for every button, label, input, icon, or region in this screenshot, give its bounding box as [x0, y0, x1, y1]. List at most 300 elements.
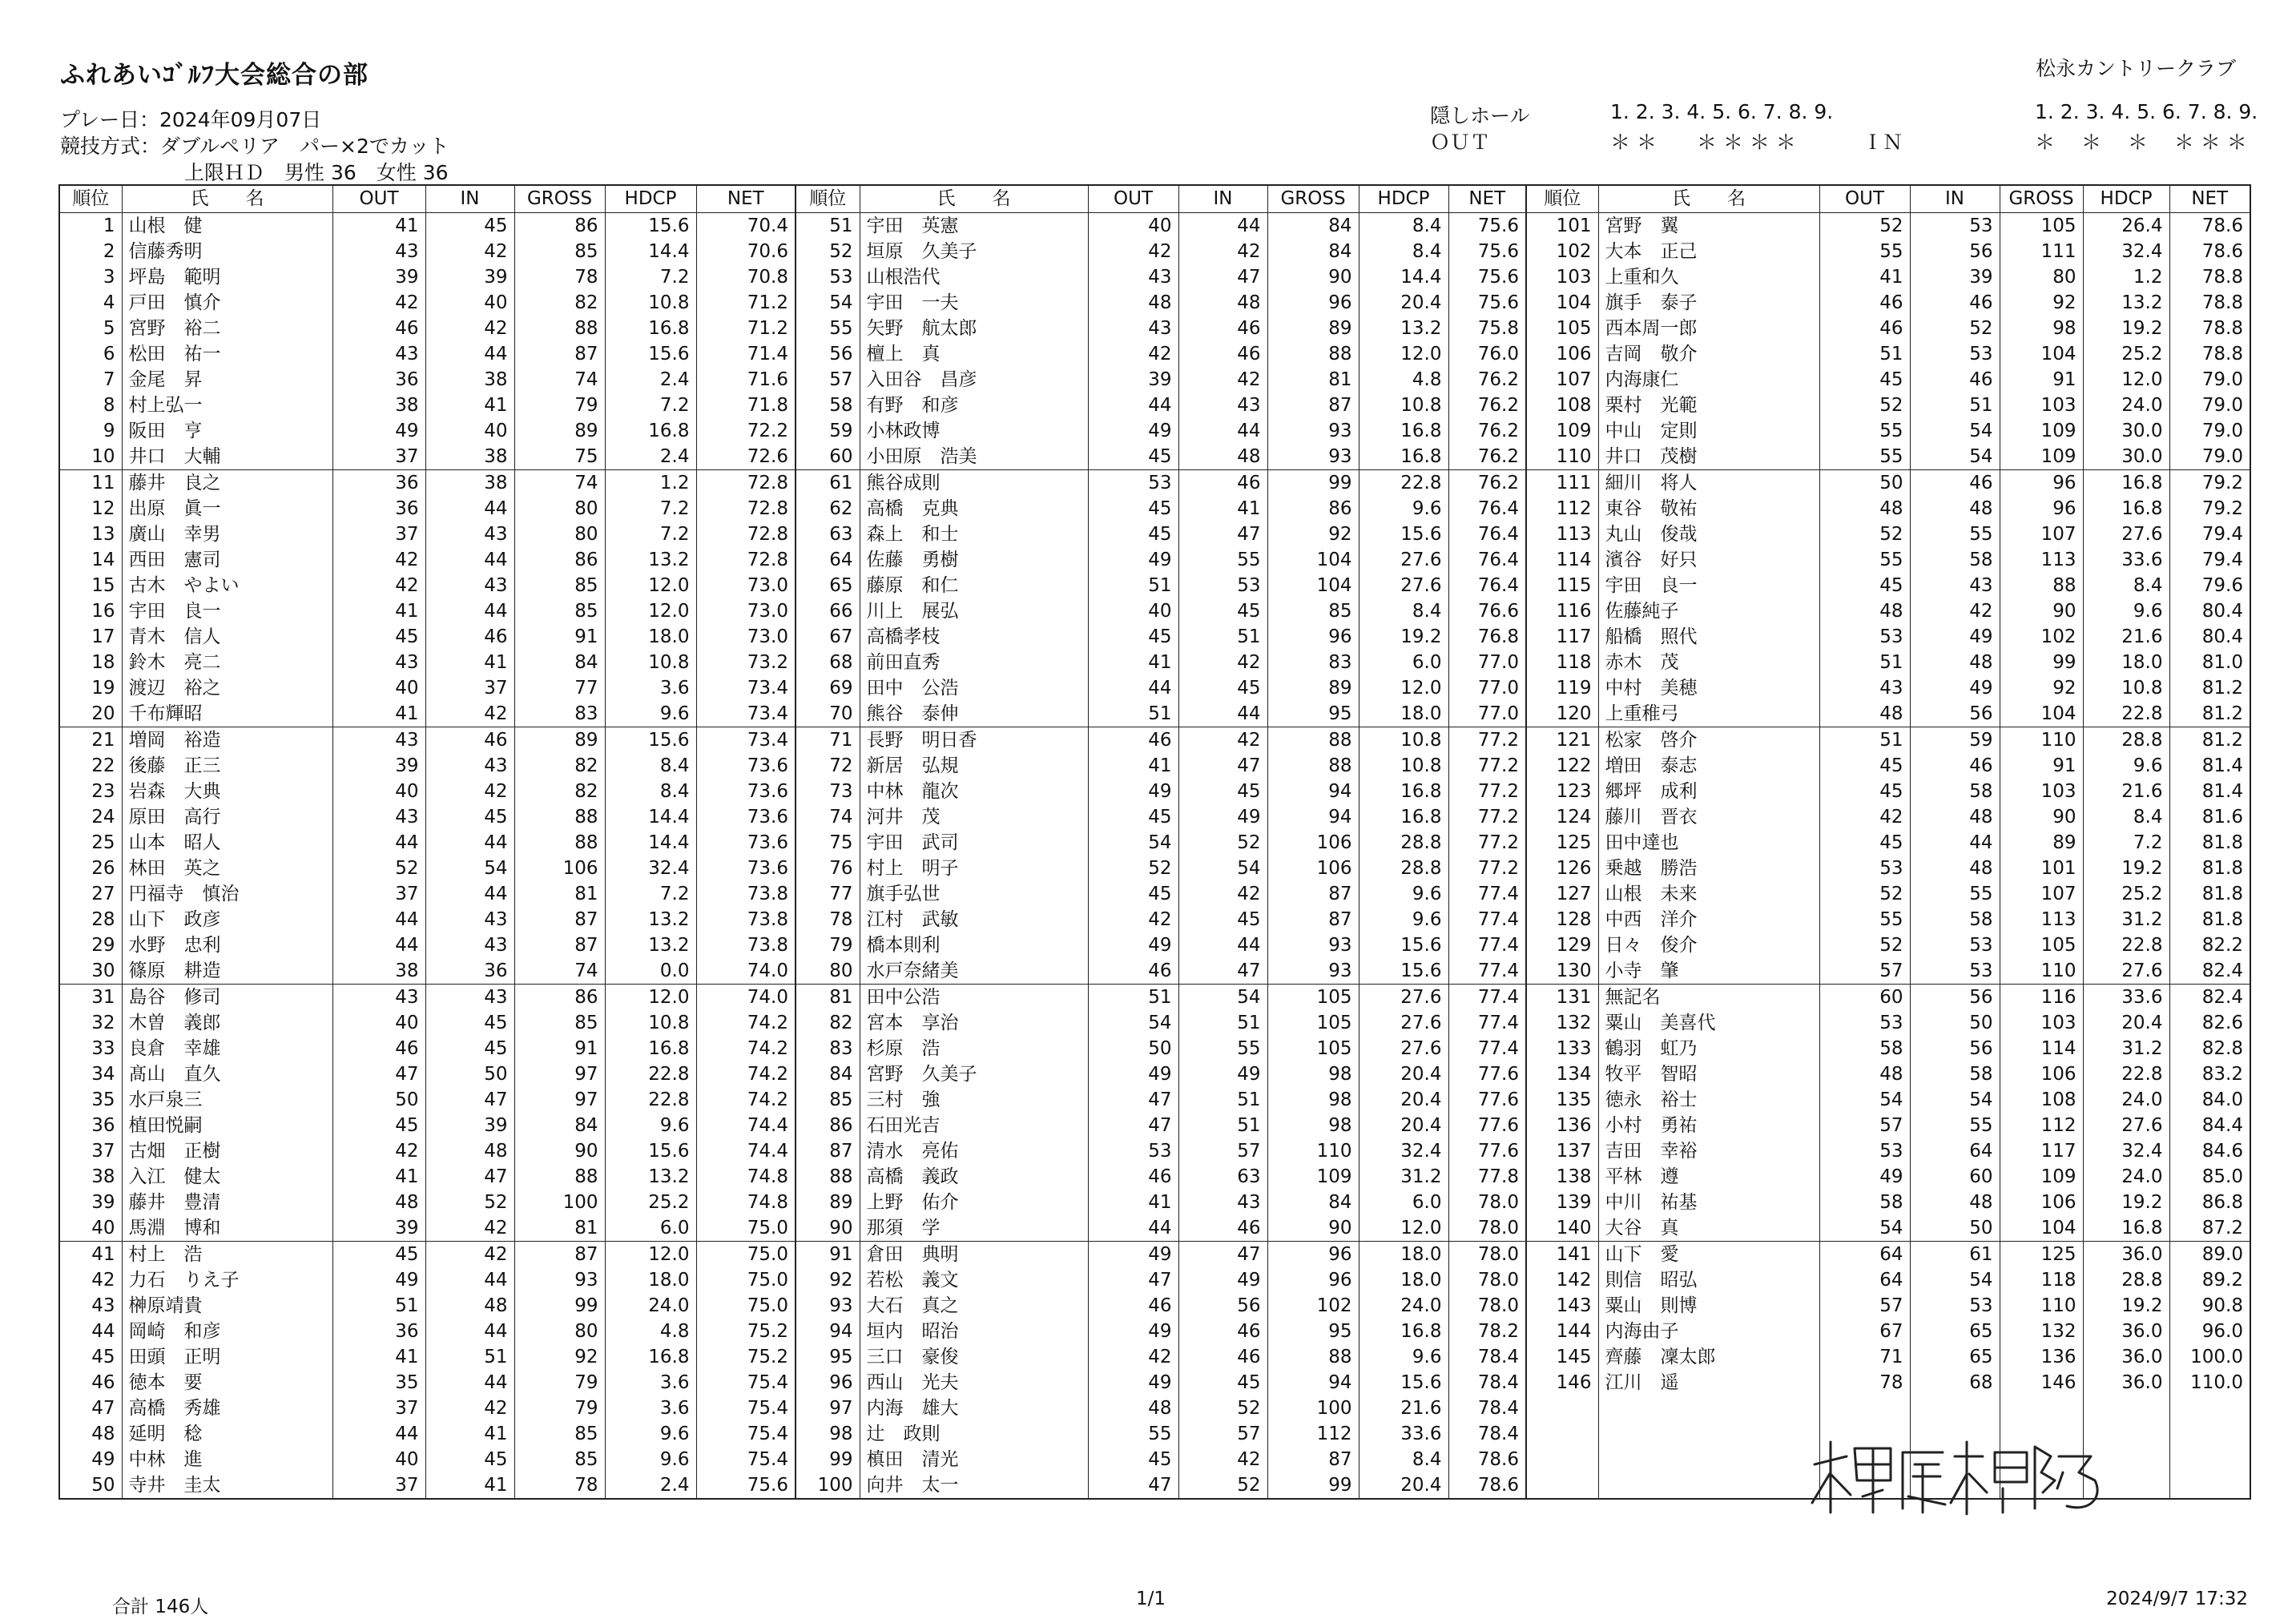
cell-gross: 106	[1267, 856, 1359, 881]
cell-rank: 137	[1526, 1138, 1598, 1164]
cell-net: 77.6	[1448, 1087, 1526, 1113]
cell-name: 円福寺 慎治	[122, 881, 332, 907]
cell-net: 77.2	[1448, 753, 1526, 779]
cell-net: 76.2	[1448, 418, 1526, 444]
cell-hdcp: 15.6	[1359, 1370, 1448, 1395]
cell-name: 村上 明子	[860, 856, 1088, 881]
cell-net: 71.2	[696, 290, 796, 316]
cell-net: 79.6	[2169, 573, 2250, 598]
handicap-limit: 上限ＨＤ 男性 36 女性 36	[184, 161, 449, 184]
cell-net: 77.6	[1448, 1113, 1526, 1138]
cell-name: 則信 昭弘	[1598, 1267, 1819, 1293]
cell-in: 43	[425, 932, 514, 958]
cell-net: 77.4	[1448, 958, 1526, 985]
cell-name: 延明 稔	[122, 1421, 332, 1447]
cell-net: 71.4	[696, 341, 796, 367]
cell-hdcp: 12.0	[605, 1242, 696, 1268]
table-row	[59, 701, 796, 727]
cell-out: 64	[1819, 1267, 1910, 1293]
cell-hdcp: 24.0	[605, 1293, 696, 1319]
cell-gross: 92	[1267, 522, 1359, 547]
cell-rank: 22	[59, 753, 122, 779]
cell-name: 宇田 一夫	[860, 290, 1088, 316]
cell-gross: 88	[2000, 573, 2083, 598]
cell-net: 84.6	[2169, 1138, 2250, 1164]
club-name: 松永カントリークラブ	[2035, 57, 2236, 80]
cell-rank: 69	[796, 675, 860, 701]
cell-net: 82.8	[2169, 1036, 2250, 1061]
cell-net: 71.6	[696, 367, 796, 393]
cell-in: 48	[425, 1138, 514, 1164]
cell-in: 48	[1178, 290, 1267, 316]
cell-gross: 116	[2000, 985, 2083, 1011]
cell-gross: 78	[514, 264, 605, 290]
cell-in: 65	[1910, 1319, 2000, 1344]
cell-hdcp: 12.0	[605, 985, 696, 1011]
cell-hdcp	[2083, 1395, 2169, 1421]
cell-out: 53	[1819, 624, 1910, 650]
cell-in: 44	[1178, 701, 1267, 727]
cell-hdcp: 20.4	[1359, 1472, 1448, 1499]
cell-net: 78.2	[1448, 1319, 1526, 1344]
cell-rank: 97	[796, 1395, 860, 1421]
cell-out: 43	[1088, 264, 1178, 290]
cell-net: 77.2	[1448, 727, 1526, 754]
cell-hdcp: 28.8	[1359, 856, 1448, 881]
cell-in: 44	[425, 547, 514, 573]
cell-name: 垣内 昭治	[860, 1319, 1088, 1344]
cell-in	[1910, 1395, 2000, 1421]
cell-name: 宮野 翼	[1598, 213, 1819, 240]
cell-gross: 89	[514, 727, 605, 754]
table-row	[1526, 1344, 2250, 1370]
cell-gross: 92	[514, 1344, 605, 1370]
cell-rank: 59	[796, 418, 860, 444]
cell-out: 45	[1088, 881, 1178, 907]
table-row	[796, 470, 1526, 497]
cell-name: 若松 義文	[860, 1267, 1088, 1293]
col-name: 氏 名	[860, 185, 1088, 213]
cell-name: 無記名	[1598, 985, 1819, 1011]
cell-gross: 86	[514, 985, 605, 1011]
cell-in: 38	[425, 367, 514, 393]
cell-name: 江川 遥	[1598, 1370, 1819, 1395]
cell-name: 村上 浩	[122, 1242, 332, 1268]
cell-in: 42	[1178, 239, 1267, 264]
cell-hdcp: 30.0	[2083, 444, 2169, 470]
cell-hdcp: 7.2	[605, 881, 696, 907]
cell-in: 41	[1178, 496, 1267, 522]
cell-hdcp: 9.6	[2083, 598, 2169, 624]
cell-in: 57	[1178, 1421, 1267, 1447]
cell-rank: 14	[59, 547, 122, 573]
cell-name: 粟山 美喜代	[1598, 1010, 1819, 1036]
cell-rank	[1526, 1472, 1598, 1499]
cell-rank: 29	[59, 932, 122, 958]
cell-in: 42	[1910, 598, 2000, 624]
cell-gross: 109	[2000, 444, 2083, 470]
cell-name: 鈴木 亮二	[122, 650, 332, 675]
cell-hdcp: 12.0	[1359, 675, 1448, 701]
cell-net: 79.4	[2169, 522, 2250, 547]
cell-name: 山下 愛	[1598, 1242, 1819, 1268]
cell-in: 58	[1910, 547, 2000, 573]
cell-net: 110.0	[2169, 1370, 2250, 1395]
cell-rank: 13	[59, 522, 122, 547]
cell-hdcp: 36.0	[2083, 1242, 2169, 1268]
table-row	[796, 1036, 1526, 1061]
cell-in: 51	[1178, 624, 1267, 650]
signature	[1803, 1432, 2107, 1524]
table-row	[796, 985, 1526, 1011]
cell-out: 48	[332, 1190, 425, 1215]
cell-name: 中林 進	[122, 1447, 332, 1472]
cell-gross: 136	[2000, 1344, 2083, 1370]
cell-net: 82.6	[2169, 1010, 2250, 1036]
cell-hdcp: 18.0	[2083, 650, 2169, 675]
cell-net: 77.4	[1448, 932, 1526, 958]
cell-hdcp: 14.4	[605, 239, 696, 264]
cell-net: 73.6	[696, 856, 796, 881]
cell-net: 77.2	[1448, 779, 1526, 804]
table-row	[59, 290, 796, 316]
cell-net: 75.6	[696, 1472, 796, 1499]
cell-net: 77.4	[1448, 1036, 1526, 1061]
cell-in: 46	[1910, 470, 2000, 497]
cell-out: 35	[332, 1370, 425, 1395]
cell-net: 78.0	[1448, 1293, 1526, 1319]
cell-gross: 102	[1267, 1293, 1359, 1319]
table-row	[1526, 598, 2250, 624]
cell-in: 50	[1910, 1215, 2000, 1242]
cell-name: 増岡 裕造	[122, 727, 332, 754]
cell-net: 73.2	[696, 650, 796, 675]
cell-hdcp: 28.8	[2083, 1267, 2169, 1293]
cell-rank: 90	[796, 1215, 860, 1242]
table-row	[796, 675, 1526, 701]
col-gross: GROSS	[2000, 185, 2083, 213]
table-row	[59, 547, 796, 573]
cell-in: 53	[1178, 573, 1267, 598]
cell-hdcp: 9.6	[605, 1447, 696, 1472]
cell-hdcp: 16.8	[1359, 804, 1448, 830]
cell-hdcp: 19.2	[2083, 856, 2169, 881]
cell-hdcp: 15.6	[605, 213, 696, 240]
cell-net: 76.2	[1448, 444, 1526, 470]
cell-gross: 96	[1267, 624, 1359, 650]
table-row	[1526, 856, 2250, 881]
cell-gross: 89	[1267, 316, 1359, 341]
cell-name: 杉原 浩	[860, 1036, 1088, 1061]
cell-hdcp: 9.6	[605, 1113, 696, 1138]
cell-in: 42	[1178, 367, 1267, 393]
cell-hdcp: 15.6	[605, 1138, 696, 1164]
cell-hdcp: 6.0	[1359, 1190, 1448, 1215]
cell-name: 中川 祐基	[1598, 1190, 1819, 1215]
cell-name: 丸山 俊哉	[1598, 522, 1819, 547]
cell-in: 42	[425, 239, 514, 264]
cell-net: 73.4	[696, 675, 796, 701]
cell-hdcp: 10.8	[1359, 727, 1448, 754]
cell-name: 古畑 正樹	[122, 1138, 332, 1164]
cell-in: 46	[1178, 470, 1267, 497]
cell-in: 47	[1178, 522, 1267, 547]
cell-in: 47	[425, 1164, 514, 1190]
cell-hdcp: 15.6	[1359, 522, 1448, 547]
cell-gross: 96	[2000, 470, 2083, 497]
cell-name: 山根 未来	[1598, 881, 1819, 907]
cell-gross: 84	[1267, 213, 1359, 240]
cell-gross: 93	[1267, 444, 1359, 470]
page-title: ふれあいｺﾞﾙﾌ大会総合の部	[60, 61, 369, 90]
cell-gross: 105	[1267, 1010, 1359, 1036]
cell-name: 垣原 久美子	[860, 239, 1088, 264]
table-row	[59, 1447, 796, 1472]
cell-gross: 79	[514, 1395, 605, 1421]
table-row	[796, 1370, 1526, 1395]
cell-rank: 119	[1526, 675, 1598, 701]
cell-gross: 86	[1267, 496, 1359, 522]
cell-name: 金尾 昇	[122, 367, 332, 393]
cell-name: 小田原 浩美	[860, 444, 1088, 470]
cell-net: 76.2	[1448, 393, 1526, 418]
cell-out: 40	[332, 1447, 425, 1472]
cell-rank: 138	[1526, 1164, 1598, 1190]
cell-hdcp: 25.2	[2083, 881, 2169, 907]
cell-rank: 6	[59, 341, 122, 367]
table-row	[796, 701, 1526, 727]
cell-hdcp: 32.4	[2083, 1138, 2169, 1164]
cell-out: 45	[332, 1113, 425, 1138]
cell-rank: 40	[59, 1215, 122, 1242]
cell-net: 78.6	[1448, 1472, 1526, 1499]
cell-out: 55	[1819, 907, 1910, 932]
cell-gross: 105	[1267, 985, 1359, 1011]
cell-rank: 140	[1526, 1215, 1598, 1242]
cell-in: 56	[1910, 239, 2000, 264]
cell-out: 48	[1088, 290, 1178, 316]
cell-name: 宮本 享治	[860, 1010, 1088, 1036]
cell-gross: 109	[1267, 1164, 1359, 1190]
cell-out: 46	[1088, 1293, 1178, 1319]
table-row	[796, 1215, 1526, 1242]
cell-gross: 82	[514, 753, 605, 779]
cell-rank: 71	[796, 727, 860, 754]
cell-net: 75.2	[696, 1319, 796, 1344]
cell-in: 44	[1178, 418, 1267, 444]
cell-net: 89.2	[2169, 1267, 2250, 1293]
table-row	[796, 856, 1526, 881]
table-row	[1526, 547, 2250, 573]
cell-gross: 100	[1267, 1395, 1359, 1421]
cell-gross: 112	[1267, 1421, 1359, 1447]
cell-name: 篠原 耕造	[122, 958, 332, 985]
cell-net: 78.6	[1448, 1447, 1526, 1472]
cell-net: 73.0	[696, 598, 796, 624]
cell-out: 37	[332, 1472, 425, 1499]
cell-in: 36	[425, 958, 514, 985]
cell-out: 49	[1088, 547, 1178, 573]
table-row	[59, 239, 796, 264]
cell-hdcp: 20.4	[1359, 1113, 1448, 1138]
cell-rank: 143	[1526, 1293, 1598, 1319]
cell-out: 45	[1819, 573, 1910, 598]
cell-rank: 128	[1526, 907, 1598, 932]
cell-hdcp: 8.4	[1359, 1447, 1448, 1472]
cell-out: 45	[1088, 1447, 1178, 1472]
col-name: 氏 名	[1598, 185, 1819, 213]
cell-net	[2169, 1395, 2250, 1421]
cell-out: 48	[1088, 1395, 1178, 1421]
cell-hdcp: 24.0	[1359, 1293, 1448, 1319]
table-row	[796, 367, 1526, 393]
cell-name: 長野 明日香	[860, 727, 1088, 754]
cell-out: 45	[1819, 367, 1910, 393]
cell-in: 45	[425, 1447, 514, 1472]
cell-rank: 112	[1526, 496, 1598, 522]
cell-gross: 93	[1267, 932, 1359, 958]
cell-gross: 96	[2000, 496, 2083, 522]
cell-name: 田中 公浩	[860, 675, 1088, 701]
table-row	[796, 341, 1526, 367]
cell-gross: 85	[514, 1421, 605, 1447]
cell-name: 田頭 正明	[122, 1344, 332, 1370]
cell-in: 43	[425, 573, 514, 598]
cell-hdcp: 22.8	[2083, 701, 2169, 727]
table-row	[1526, 907, 2250, 932]
cell-out: 43	[1819, 675, 1910, 701]
cell-hdcp: 7.2	[605, 393, 696, 418]
cell-gross: 88	[514, 804, 605, 830]
cell-name: 岡崎 和彦	[122, 1319, 332, 1344]
cell-net: 75.0	[696, 1215, 796, 1242]
cell-gross: 132	[2000, 1319, 2083, 1344]
table-row	[59, 1138, 796, 1164]
cell-gross: 87	[1267, 393, 1359, 418]
cell-net: 84.0	[2169, 1087, 2250, 1113]
cell-hdcp: 19.2	[1359, 624, 1448, 650]
cell-out: 49	[1088, 1242, 1178, 1268]
cell-name: 宇田 良一	[1598, 573, 1819, 598]
cell-net: 73.6	[696, 753, 796, 779]
cell-net: 75.0	[696, 1267, 796, 1293]
cell-rank: 99	[796, 1447, 860, 1472]
cell-gross: 92	[2000, 675, 2083, 701]
cell-out: 43	[332, 650, 425, 675]
cell-in: 42	[1178, 650, 1267, 675]
cell-in: 47	[1178, 264, 1267, 290]
cell-name: 中村 美穂	[1598, 675, 1819, 701]
table-row	[1526, 779, 2250, 804]
cell-rank: 123	[1526, 779, 1598, 804]
cell-gross: 109	[2000, 1164, 2083, 1190]
cell-hdcp: 27.6	[2083, 522, 2169, 547]
cell-in: 55	[1178, 547, 1267, 573]
cell-out: 54	[1819, 1087, 1910, 1113]
cell-out: 42	[332, 290, 425, 316]
cell-net: 77.0	[1448, 675, 1526, 701]
cell-hdcp: 16.8	[605, 418, 696, 444]
col-hdcp: HDCP	[2083, 185, 2169, 213]
cell-out: 52	[1819, 522, 1910, 547]
cell-gross: 118	[2000, 1267, 2083, 1293]
table-row	[1526, 727, 2250, 754]
cell-rank: 17	[59, 624, 122, 650]
cell-in: 44	[1178, 213, 1267, 240]
cell-hdcp: 12.0	[1359, 1215, 1448, 1242]
cell-name: 小寺 肇	[1598, 958, 1819, 985]
cell-out: 55	[1819, 547, 1910, 573]
cell-hdcp: 21.6	[2083, 624, 2169, 650]
cell-rank: 7	[59, 367, 122, 393]
cell-net: 82.2	[2169, 932, 2250, 958]
cell-in: 49	[1178, 1061, 1267, 1087]
cell-hdcp: 8.4	[1359, 239, 1448, 264]
cell-hdcp: 27.6	[1359, 547, 1448, 573]
cell-name: 森上 和士	[860, 522, 1088, 547]
cell-gross: 74	[514, 470, 605, 497]
cell-net: 82.4	[2169, 958, 2250, 985]
cell-rank: 130	[1526, 958, 1598, 985]
cell-rank: 1	[59, 213, 122, 240]
cell-in: 49	[1178, 804, 1267, 830]
cell-out: 52	[332, 856, 425, 881]
cell-in: 42	[425, 1395, 514, 1421]
cell-name: 郷坪 成利	[1598, 779, 1819, 804]
cell-in: 55	[1910, 881, 2000, 907]
cell-gross: 106	[1267, 830, 1359, 856]
cell-out: 52	[1819, 932, 1910, 958]
cell-gross: 85	[514, 239, 605, 264]
col-in: IN	[1910, 185, 2000, 213]
cell-out: 45	[1819, 753, 1910, 779]
page-number: 1/1	[1136, 1589, 1166, 1609]
cell-gross: 90	[2000, 804, 2083, 830]
cell-name: 那須 学	[860, 1215, 1088, 1242]
table-row	[1526, 341, 2250, 367]
cell-out: 37	[332, 444, 425, 470]
table-row	[1526, 650, 2250, 675]
table-row	[59, 1421, 796, 1447]
cell-out: 64	[1819, 1242, 1910, 1268]
table-row	[796, 1267, 1526, 1293]
table-row	[1526, 418, 2250, 444]
cell-net: 77.2	[1448, 830, 1526, 856]
col-hdcp: HDCP	[605, 185, 696, 213]
cell-out: 40	[1088, 213, 1178, 240]
cell-hdcp: 19.2	[2083, 1293, 2169, 1319]
cell-gross: 87	[514, 341, 605, 367]
cell-rank: 66	[796, 598, 860, 624]
cell-in: 41	[425, 650, 514, 675]
cell-net: 86.8	[2169, 1190, 2250, 1215]
cell-name: 戸田 慎介	[122, 290, 332, 316]
cell-gross: 104	[2000, 1215, 2083, 1242]
total-count: 合計 146人	[112, 1597, 209, 1617]
cell-net: 77.0	[1448, 650, 1526, 675]
cell-rank: 79	[796, 932, 860, 958]
table-row	[796, 1113, 1526, 1138]
cell-gross: 94	[1267, 804, 1359, 830]
cell-in: 44	[425, 1319, 514, 1344]
cell-name: 宮野 裕二	[122, 316, 332, 341]
cell-name: 内海由子	[1598, 1319, 1819, 1344]
table-row	[796, 393, 1526, 418]
cell-in: 46	[1178, 341, 1267, 367]
cell-in: 53	[1910, 213, 2000, 240]
cell-out: 51	[1819, 727, 1910, 754]
cell-name: 中山 定則	[1598, 418, 1819, 444]
